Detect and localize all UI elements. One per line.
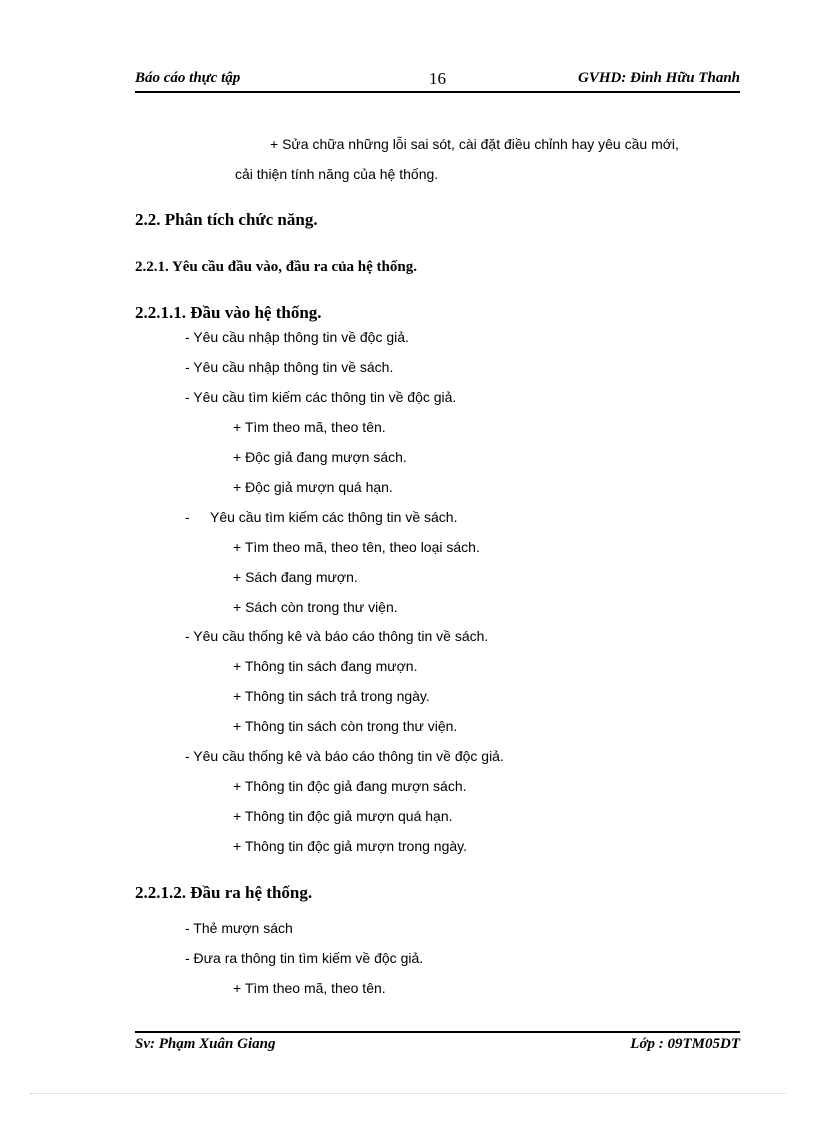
footer-student: Sv: Phạm Xuân Giang [135,1036,276,1052]
page-footer [135,1036,740,1058]
list-item: + Độc giả mượn quá hạn. [233,479,393,495]
list-item: + Thông tin độc giả mượn quá hạn. [233,808,453,824]
list-item: + Thông tin sách đang mượn. [233,658,418,674]
list-item: - Yêu cầu nhập thông tin về độc giả. [185,329,409,345]
list-item: + Thông tin độc giả đang mượn sách. [233,778,467,794]
header-report-title: Báo cáo thực tập [135,70,241,86]
list-item: + Tìm theo mã, theo tên. [233,419,386,435]
list-item: - Yêu cầu nhập thông tin về sách. [185,359,394,375]
intro-line-2: cải thiện tính năng của hệ thống. [235,166,439,182]
list-item: - Đưa ra thông tin tìm kiếm về độc giả. [185,950,424,966]
list-item: Yêu cầu tìm kiếm các thông tin về sách. [210,509,458,525]
page-header [135,70,740,92]
list-item: + Thông tin độc giả mượn trong ngày. [233,838,468,854]
page-number: 16 [429,69,446,88]
section-heading-2-2-1: 2.2.1. Yêu cầu đầu vào, đầu ra của hệ thống. [135,259,417,275]
header-rule [135,91,740,93]
list-item: - Yêu cầu tìm kiếm các thông tin về độc giả. [185,389,457,405]
footer-rule [135,1031,740,1033]
list-item: - Yêu cầu thống kê và báo cáo thông tin về độc giả. [185,748,504,764]
footer-class: Lớp : 09TM05DT [630,1036,740,1052]
header-supervisor: GVHD: Đinh Hữu Thanh [578,70,740,86]
list-item: - Thẻ mượn sách [185,920,293,936]
list-item: + Độc giả đang mượn sách. [233,449,407,465]
section-heading-2-2-1-1: 2.2.1.1. Đầu vào hệ thống. [135,303,322,322]
list-item: + Thông tin sách trả trong ngày. [233,688,430,704]
page-break-line [30,1093,786,1094]
list-item: + Sách còn trong thư viện. [233,599,398,615]
section-heading-2-2-1-2: 2.2.1.2. Đầu ra hệ thống. [135,883,313,902]
section-heading-2-2: 2.2. Phân tích chức năng. [135,210,318,229]
list-item: + Tìm theo mã, theo tên, theo loại sách. [233,539,480,555]
list-bullet-dash: - [185,509,190,525]
list-item: + Thông tin sách còn trong thư viện. [233,718,458,734]
list-item: + Sách đang mượn. [233,569,358,585]
list-item: + Tìm theo mã, theo tên. [233,980,386,996]
intro-line-1: + Sửa chữa những lỗi sai sót, cài đặt điều chỉnh hay yêu cầu mới, [270,136,679,152]
list-item: - Yêu cầu thống kê và báo cáo thông tin về sách. [185,628,489,644]
